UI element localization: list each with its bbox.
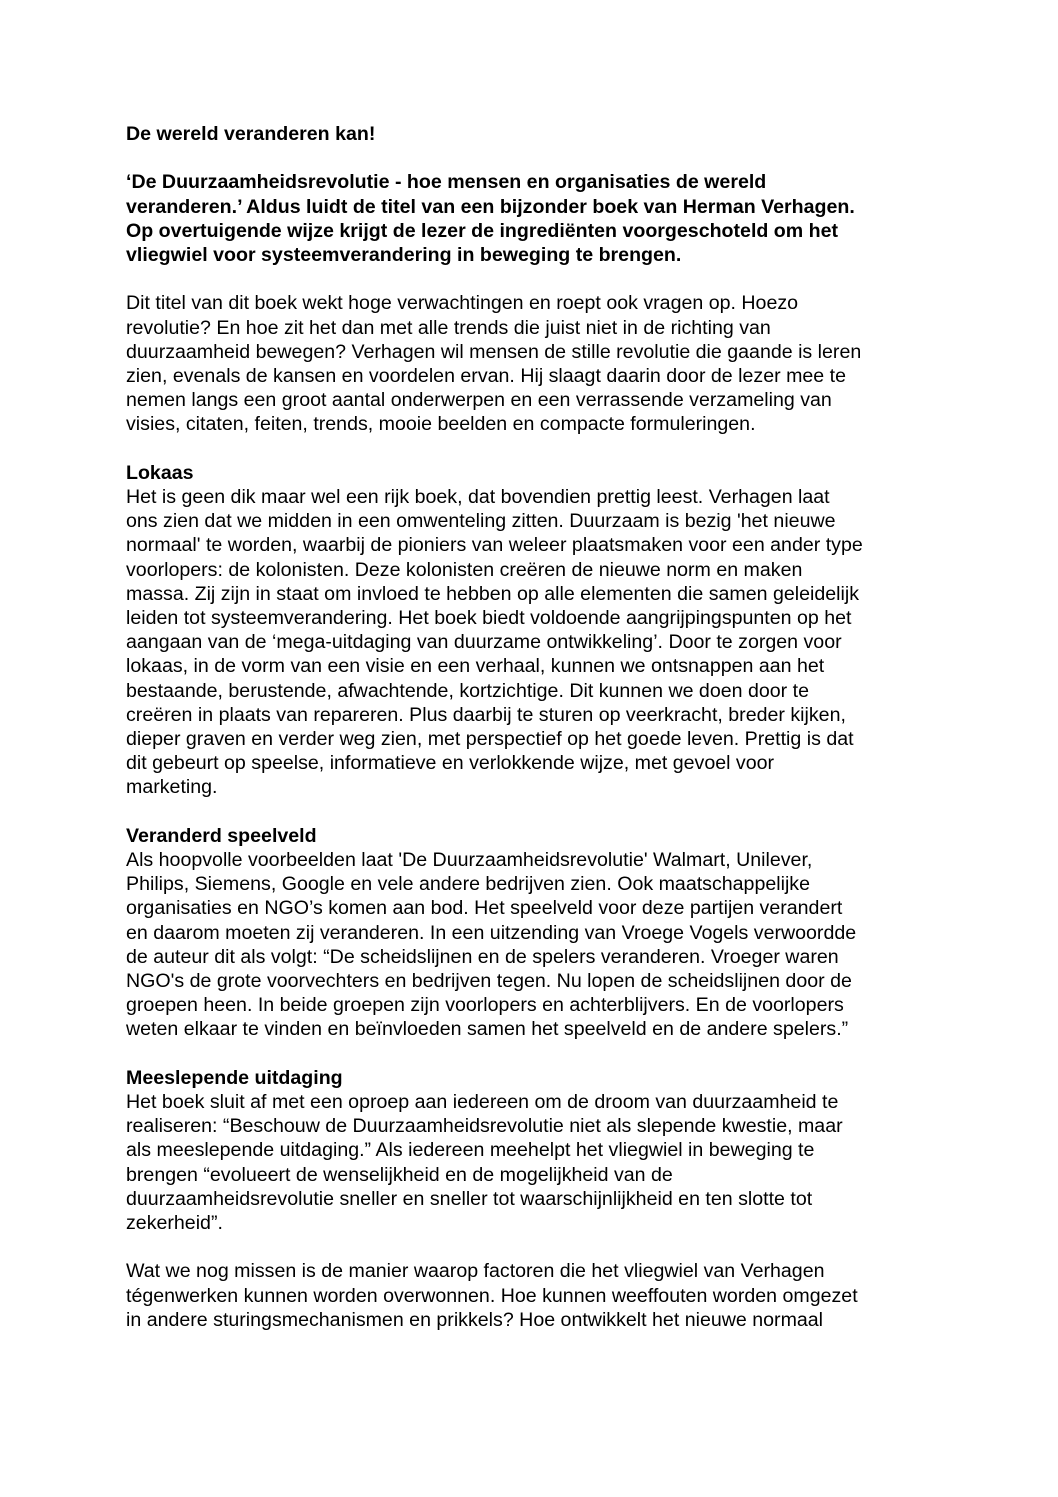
section-body-lokaas <box>126 485 916 800</box>
body-line: Dit titel van dit boek wekt hoge verwachtingen en roept ook vragen op. Hoezo <box>126 292 799 315</box>
body-line: als meeslepende uitdaging.” Als iedereen meehelpt het vliegwiel in beweging te <box>126 1139 815 1162</box>
body-line: lokaas, in de vorm van een visie en een verhaal, kunnen we ontsnappen aan het <box>126 655 825 678</box>
body-line: visies, citaten, feiten, trends, mooie beelden en compacte formuleringen. <box>126 413 756 436</box>
body-line: ons zien dat we midden in een omwenteling zitten. Duurzaam is bezig 'het nieuwe <box>126 510 836 533</box>
body-line: dieper graven en verder weg zien, met perspectief op het goede leven. Prettig is dat <box>126 728 854 751</box>
body-paragraph-1 <box>126 291 916 436</box>
body-line: marketing. <box>126 776 218 799</box>
section-body-meeslepende-uitdaging <box>126 1090 916 1235</box>
spacer <box>126 437 916 461</box>
body-line: bestaande, berustende, afwachtende, kortzichtige. Dit kunnen we doen door te <box>126 679 809 702</box>
body-line: massa. Zij zijn in staat om invloed te hebben op alle elementen die samen geleidelijk <box>126 582 860 605</box>
section-heading-veranderd-speelveld: Veranderd speelveld <box>126 824 317 847</box>
document-page <box>126 122 916 1332</box>
intro-line: ‘De Duurzaamheidsrevolutie - hoe mensen en organisaties de wereld <box>126 171 767 194</box>
body-line: groepen heen. In beide groepen zijn voorlopers en achterblijvers. En de voorlopers <box>126 994 844 1017</box>
body-line: nemen langs een groot aantal onderwerpen en een verrassende verzameling van <box>126 389 832 412</box>
body-line: zekerheid”. <box>126 1212 223 1235</box>
section-body-veranderd-speelveld <box>126 848 916 1042</box>
body-line: brengen “evolueert de wenselijkheid en de mogelijkheid van de <box>126 1163 673 1186</box>
body-line: Wat we nog missen is de manier waarop factoren die het vliegwiel van Verhagen <box>126 1260 825 1283</box>
body-line: Als hoopvolle voorbeelden laat 'De Duurzaamheidsrevolutie' Walmart, Unilever, <box>126 849 813 872</box>
body-line: leiden tot systeemverandering. Het boek biedt voldoende aangrijpingspunten op het <box>126 607 852 630</box>
closing-paragraph <box>126 1259 916 1332</box>
body-line: aangaan van de ‘mega-uitdaging van duurzame ontwikkeling’. Door te zorgen voor <box>126 631 842 654</box>
body-line: dit gebeurt op speelse, informatieve en verlokkende wijze, met gevoel voor <box>126 752 775 775</box>
body-line: realiseren: “Beschouw de Duurzaamheidsrevolutie niet als slepende kwestie, maar <box>126 1115 843 1138</box>
body-line: voorlopers: de kolonisten. Deze kolonisten creëren de nieuwe norm en maken <box>126 558 803 581</box>
spacer <box>126 1042 916 1066</box>
spacer <box>126 1235 916 1259</box>
body-line: tégenwerken kunnen worden overwonnen. Hoe kunnen weeffouten worden omgezet <box>126 1284 858 1307</box>
body-line: weten elkaar te vinden en beïnvloeden samen het speelveld en de andere spelers.” <box>126 1018 849 1041</box>
body-line: duurzaamheid bewegen? Verhagen wil mensen de stille revolutie die gaande is leren <box>126 340 862 363</box>
section-heading-lokaas: Lokaas <box>126 461 194 484</box>
intro-paragraph <box>126 170 916 267</box>
body-line: revolutie? En hoe zit het dan met alle trends die juist niet in de richting van <box>126 316 771 339</box>
document-title: De wereld veranderen kan! <box>126 123 376 145</box>
section-heading-meeslepende-uitdaging: Meeslepende uitdaging <box>126 1066 343 1089</box>
body-line: normaal' te worden, waarbij de pioniers van weleer plaatsmaken voor een ander type <box>126 534 863 557</box>
body-line: Philips, Siemens, Google en vele andere bedrijven zien. Ook maatschappelijke <box>126 873 810 896</box>
body-line: Het is geen dik maar wel een rijk boek, dat bovendien prettig leest. Verhagen laat <box>126 486 830 508</box>
body-line: NGO's de grote voorvechters en bedrijven tegen. Nu lopen de scheidslijnen door de <box>126 970 852 993</box>
body-line: in andere sturingsmechanismen en prikkels? Hoe ontwikkelt het nieuwe normaal <box>126 1308 824 1331</box>
body-line: creëren in plaats van repareren. Plus daarbij te sturen op veerkracht, breder kijken, <box>126 703 846 726</box>
body-line: organisaties en NGO’s komen aan bod. Het speelveld voor deze partijen verandert <box>126 897 843 920</box>
spacer <box>126 267 916 291</box>
body-line: Het boek sluit af met een oproep aan iedereen om de droom van duurzaamheid te <box>126 1091 839 1114</box>
spacer <box>126 800 916 824</box>
body-line: de auteur dit als volgt: “De scheidslijnen en de spelers veranderen. Vroeger waren <box>126 945 839 968</box>
body-line: duurzaamheidsrevolutie sneller en sneller tot waarschijnlijkheid en ten slotte tot <box>126 1187 813 1210</box>
intro-line: Op overtuigende wijze krijgt de lezer de ingrediënten voorgeschoteld om het <box>126 219 839 242</box>
body-line: zien, evenals de kansen en voordelen ervan. Hij slaagt daarin door de lezer mee te <box>126 365 846 387</box>
intro-line: veranderen.’ Aldus luidt de titel van een bijzonder boek van Herman Verhagen. <box>126 195 855 218</box>
body-line: en daarom moeten zij veranderen. In een uitzending van Vroege Vogels verwoordde <box>126 921 857 944</box>
spacer <box>126 146 916 170</box>
intro-line: vliegwiel voor systeemverandering in beweging te brengen. <box>126 244 682 266</box>
